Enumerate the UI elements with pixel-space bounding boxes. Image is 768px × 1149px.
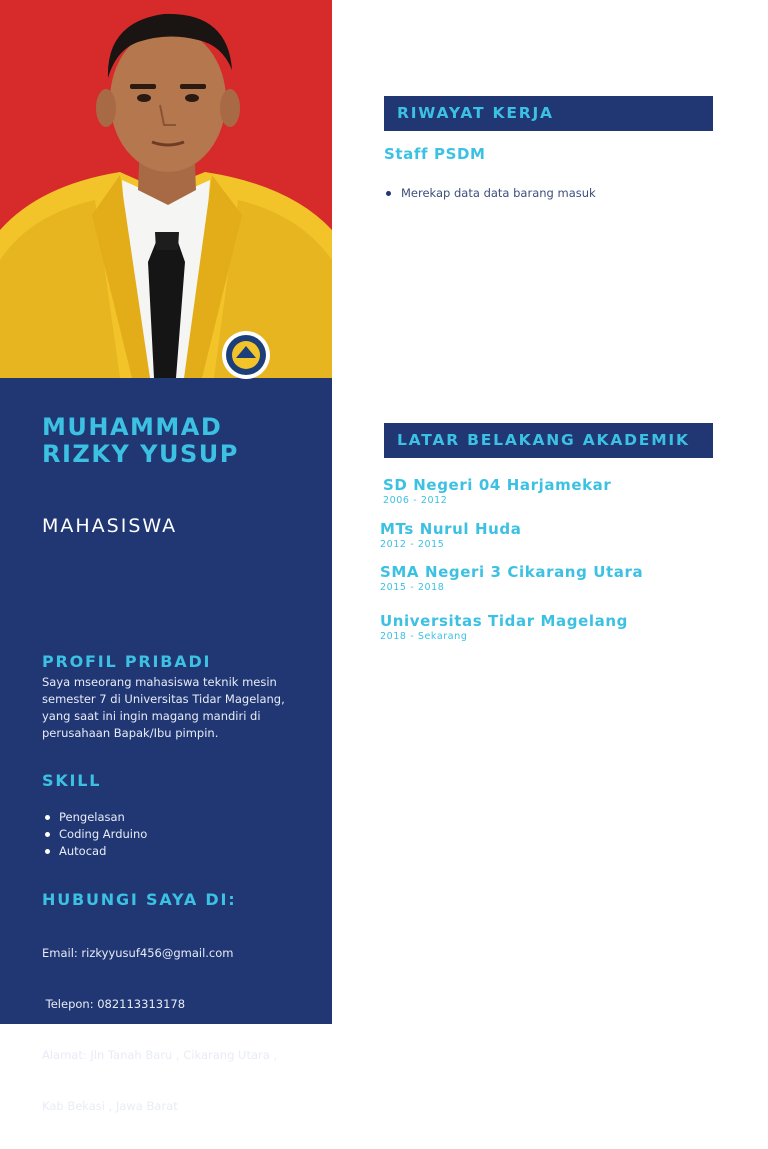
education-entry bbox=[380, 612, 628, 642]
about-heading: PROFIL PRIBADI bbox=[42, 652, 212, 671]
contact-address: Alamat: Jln Tanah Baru , Cikarang Utara , bbox=[42, 1048, 278, 1062]
skill-item: Coding Arduino bbox=[42, 826, 147, 843]
skills-heading: SKILL bbox=[42, 771, 102, 790]
contact-email: Email: rizkyyusuf456@gmail.com bbox=[42, 946, 234, 960]
skills-list bbox=[42, 809, 147, 860]
about-text-line: perusahaan Bapak/Ibu pimpin. bbox=[42, 726, 219, 740]
school-years: 2018 - Sekarang bbox=[380, 631, 468, 642]
work-history-heading: RIWAYAT KERJA bbox=[397, 104, 554, 122]
about-text-line: semester 7 di Universitas Tidar Magelang, bbox=[42, 692, 285, 706]
full-name bbox=[42, 414, 322, 468]
sidebar bbox=[0, 0, 332, 1113]
about-text-line: yang saat ini ingin magang mandiri di bbox=[42, 709, 261, 723]
school-name: Universitas Tidar Magelang bbox=[380, 612, 628, 630]
education-entry bbox=[380, 520, 521, 550]
full-name-line-2: RIZKY YUSUP bbox=[42, 440, 239, 468]
school-years: 2012 - 2015 bbox=[380, 539, 445, 550]
profile-photo bbox=[0, 0, 332, 378]
contact-address-cont: Kab Bekasi , Jawa Barat bbox=[42, 1099, 178, 1113]
full-name-line-1: MUHAMMAD bbox=[42, 413, 223, 441]
about-text-line: Saya mseorang mahasiswa teknik mesin bbox=[42, 675, 277, 689]
contact-heading: HUBUNGI SAYA DI: bbox=[42, 890, 237, 909]
education-entry bbox=[383, 476, 611, 506]
education-heading: LATAR BELAKANG AKADEMIK bbox=[397, 431, 690, 449]
profile-photo-illustration bbox=[0, 0, 332, 378]
work-task-list bbox=[384, 185, 596, 202]
contact-details bbox=[42, 911, 322, 1149]
school-name: SD Negeri 04 Harjamekar bbox=[383, 476, 612, 494]
work-history-header bbox=[384, 96, 713, 131]
skill-item: Pengelasan bbox=[42, 809, 147, 826]
school-years: 2006 - 2012 bbox=[383, 495, 448, 506]
school-years: 2015 - 2018 bbox=[380, 582, 445, 593]
education-header bbox=[384, 423, 713, 458]
school-name: SMA Negeri 3 Cikarang Utara bbox=[380, 563, 644, 581]
school-name: MTs Nurul Huda bbox=[380, 520, 522, 538]
skill-item: Autocad bbox=[42, 843, 147, 860]
work-task-item: Merekap data data barang masuk bbox=[384, 185, 596, 202]
job-title: MAHASISWA bbox=[42, 515, 178, 537]
about-text bbox=[42, 674, 304, 742]
education-entry bbox=[380, 563, 643, 593]
work-position: Staff PSDM bbox=[384, 145, 486, 163]
contact-phone: Telepon: 082113313178 bbox=[42, 997, 186, 1011]
